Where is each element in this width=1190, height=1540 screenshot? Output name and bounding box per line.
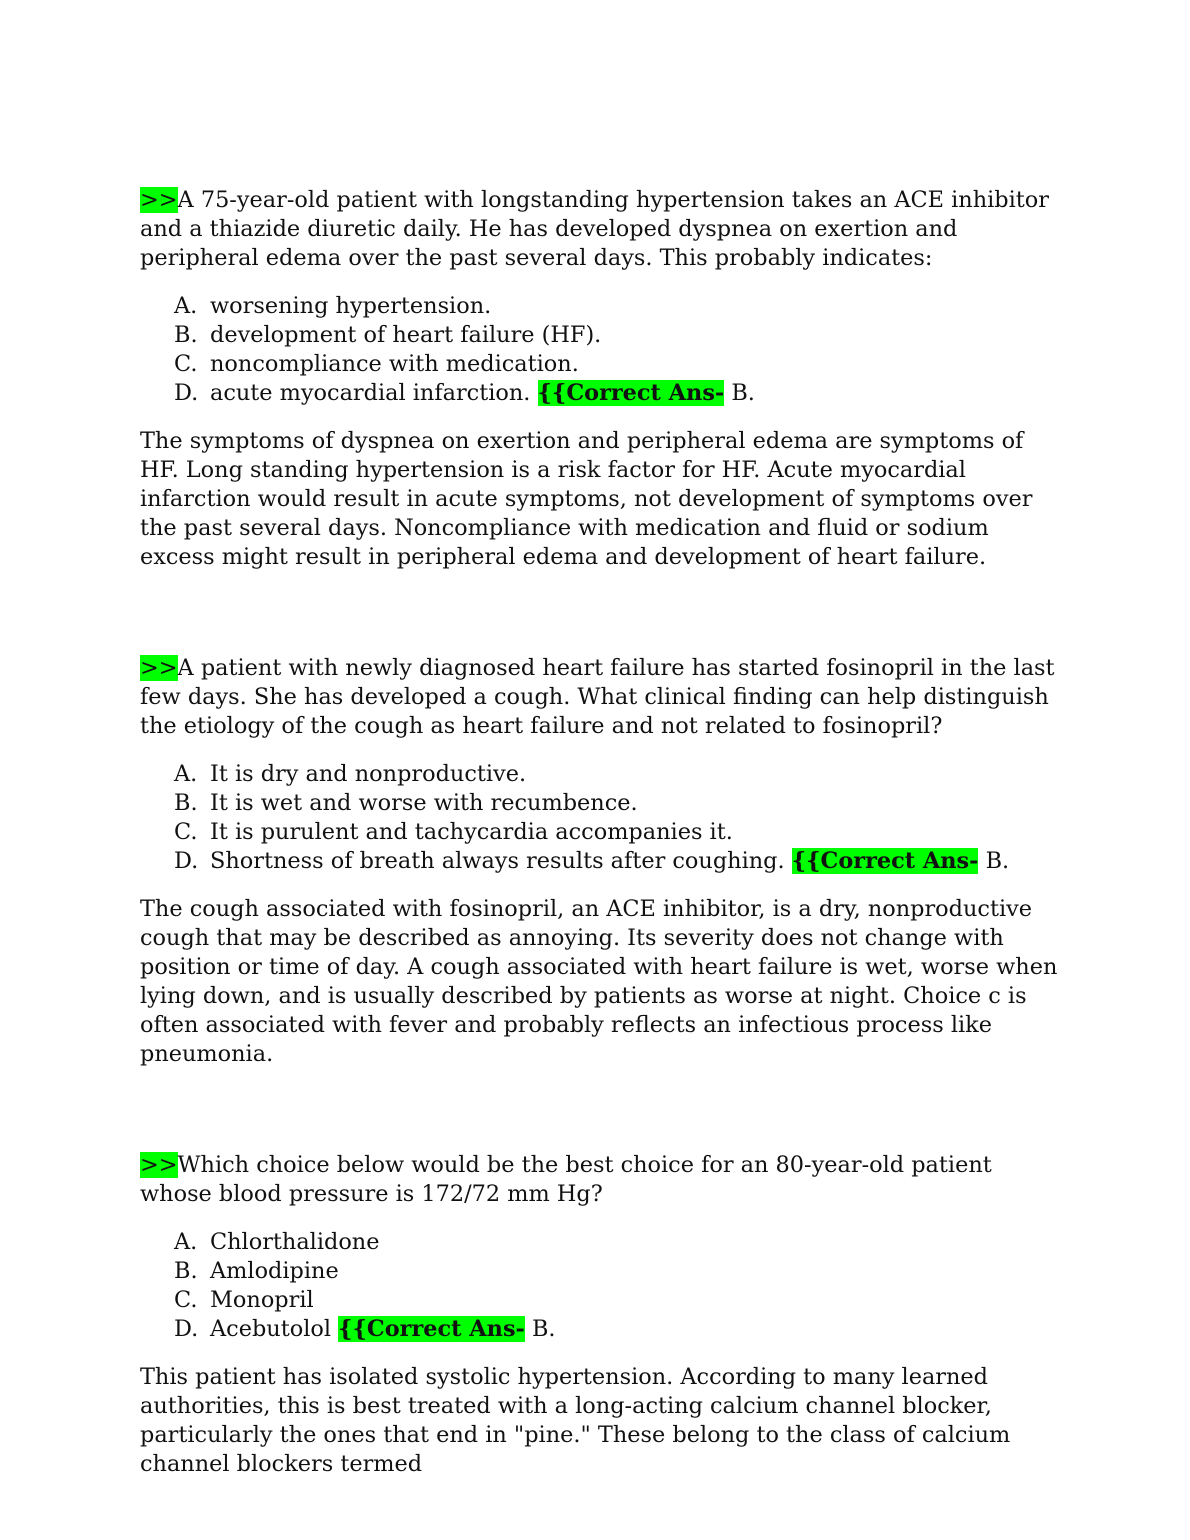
option-letter: D. <box>174 848 199 874</box>
option-letter: B. <box>174 1258 198 1284</box>
option-item <box>140 818 1060 847</box>
option-letter: B. <box>174 790 198 816</box>
option-item <box>140 760 1060 789</box>
question-stem <box>140 654 1060 741</box>
option-item <box>140 789 1060 818</box>
question-block-2 <box>140 654 1060 1069</box>
option-item <box>140 847 1060 876</box>
question-stem-text: A patient with newly diagnosed heart failure has started fosinopril in the last few days. She has developed a cough. What clinical finding can help distinguish the etiology of the cough as heart failure and not related to fosinopril? <box>140 655 1055 739</box>
correct-answer-label: {{Correct Ans- <box>791 848 979 874</box>
question-block-3 <box>140 1151 1060 1479</box>
option-text: worsening hypertension. <box>210 293 492 319</box>
option-letter: A. <box>174 1229 198 1255</box>
answer-explanation: This patient has isolated systolic hypertension. According to many learned authorities, this is best treated with a long-acting calcium channel blocker, particularly the ones that end in "pine." These belong to the class of calcium channel blockers termed <box>140 1364 1011 1477</box>
question-marker: >> <box>140 187 178 213</box>
option-letter: A. <box>174 761 198 787</box>
option-item <box>140 1286 1060 1315</box>
option-text: noncompliance with medication. <box>210 351 579 377</box>
answer-explanation: The cough associated with fosinopril, an ACE inhibitor, is a dry, nonproductive cough that may be described as annoying. Its severity does not change with position or time of day. A cough associated with heart failure is wet, worse when lying down, and is usually described by patients as worse at night. Choice c is often associated with fever and probably reflects an infectious process like pneumonia. <box>140 896 1058 1067</box>
option-letter: C. <box>174 819 198 845</box>
question-stem-text: Which choice below would be the best choice for an 80-year-old patient whose blood pressure is 172/72 mm Hg? <box>140 1152 992 1207</box>
option-item <box>140 321 1060 350</box>
option-letter: D. <box>174 1316 199 1342</box>
answer-explanation: The symptoms of dyspnea on exertion and peripheral edema are symptoms of HF. Long standing hypertension is a risk factor for HF. Acute myocardial infarction would result in acute symptoms, not development of symptoms over the past several days. Noncompliance with medication and fluid or sodium excess might result in peripheral edema and development of heart failure. <box>140 428 1033 570</box>
option-letter: C. <box>174 1287 198 1313</box>
option-text: Chlorthalidone <box>210 1229 380 1255</box>
question-marker: >> <box>140 1152 178 1178</box>
option-text: Shortness of breath always results after coughing. <box>210 848 792 874</box>
option-item <box>140 1315 1060 1344</box>
correct-answer-value: B. <box>978 848 1010 874</box>
option-letter: C. <box>174 351 198 377</box>
option-text: Monopril <box>210 1287 314 1313</box>
correct-answer-value: B. <box>524 1316 556 1342</box>
options-list <box>140 760 1060 876</box>
question-block-1 <box>140 186 1060 572</box>
correct-answer-label: {{Correct Ans- <box>537 380 725 406</box>
option-text: It is wet and worse with recumbence. <box>210 790 638 816</box>
option-text: acute myocardial infarction. <box>210 380 538 406</box>
question-marker: >> <box>140 655 178 681</box>
option-item <box>140 350 1060 379</box>
option-text: development of heart failure (HF). <box>210 322 602 348</box>
option-text: Amlodipine <box>210 1258 339 1284</box>
option-letter: D. <box>174 380 199 406</box>
options-list <box>140 1228 1060 1344</box>
option-item <box>140 292 1060 321</box>
document-page <box>140 186 1060 1479</box>
question-stem <box>140 186 1060 273</box>
correct-answer-value: B. <box>724 380 755 406</box>
option-text: It is dry and nonproductive. <box>210 761 527 787</box>
correct-answer-label: {{Correct Ans- <box>338 1316 525 1342</box>
option-item <box>140 379 1060 408</box>
question-stem <box>140 1151 1060 1209</box>
option-letter: B. <box>174 322 198 348</box>
question-stem-text: A 75-year-old patient with longstanding hypertension takes an ACE inhibitor and a thiazide diuretic daily. He has developed dyspnea on exertion and peripheral edema over the past several days. This probably indicates: <box>140 187 1049 271</box>
option-item <box>140 1257 1060 1286</box>
options-list <box>140 292 1060 408</box>
option-item <box>140 1228 1060 1257</box>
option-letter: A. <box>174 293 198 319</box>
option-text: Acebutolol <box>210 1316 339 1342</box>
option-text: It is purulent and tachycardia accompanies it. <box>210 819 733 845</box>
